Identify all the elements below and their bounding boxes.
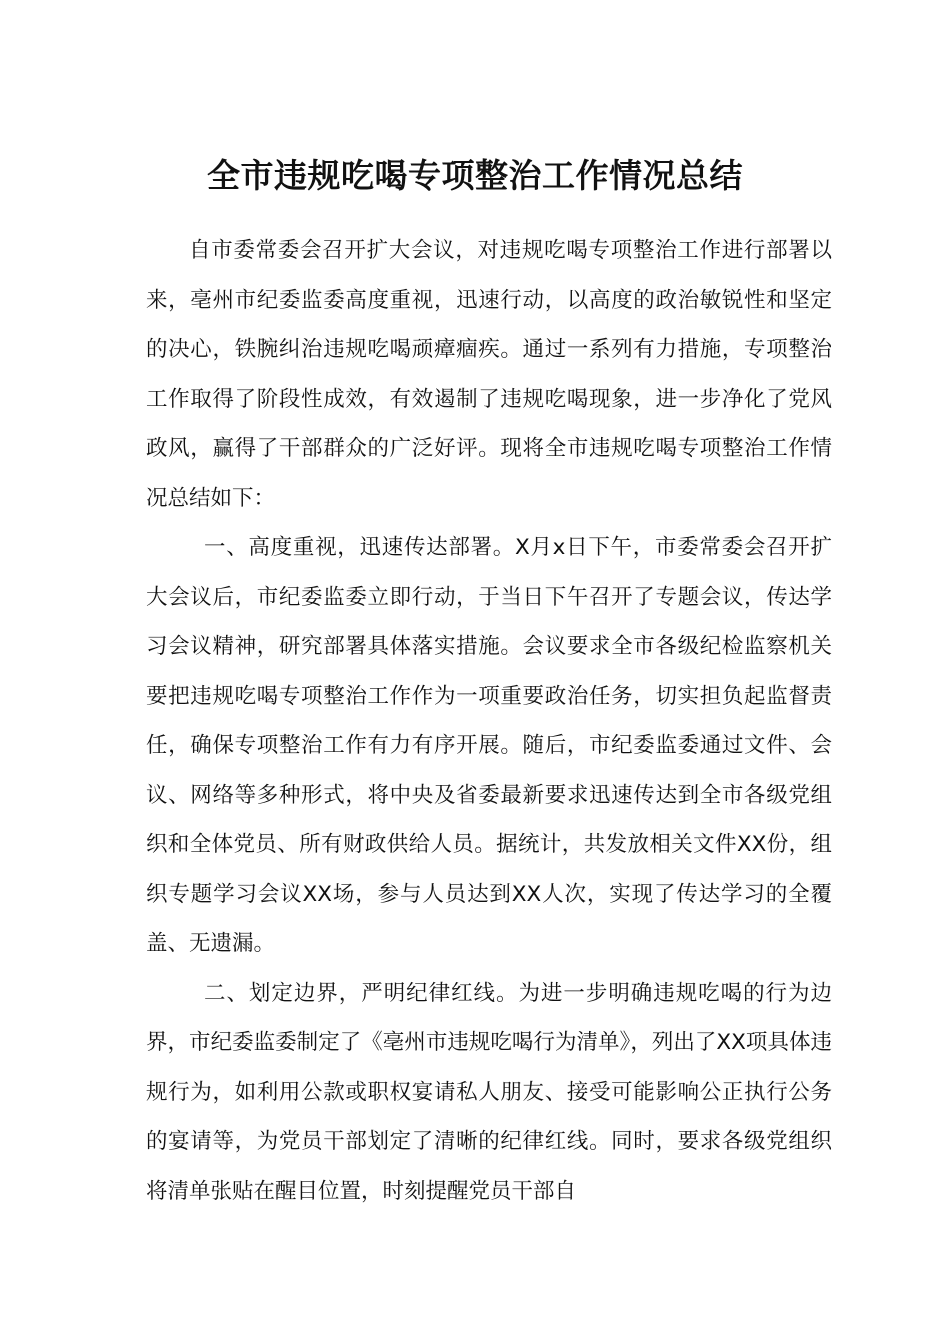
section-one-paragraph: 一、高度重视，迅速传达部署。X月x日下午，市委常委会召开扩大会议后，市纪委监委立即行动，于当日下午召开了专题会议，传达学习会议精神，研究部署具体落实措施。会议要求全市各级纪检监察机关要把违规吃喝专项整治工作作为一项重要政治任务，切实担负起监督责任，确保专项整治工作有力有序开展。随后，市纪委监委通过文件、会议、网络等多种形式，将中央及省委最新要求迅速传达到全市各级党组织和全体党员、所有财政供给人员。据统计，共发放相关文件XX份，组织专题学习会议XX场，参与人员达到XX人次，实现了传达学习的全覆盖、无遗漏。 xyxy=(146,535,832,956)
document-title: 全市违规吃喝专项整治工作情况总结 xyxy=(207,156,743,196)
section-two-paragraph: 二、划定边界，严明纪律红线。为进一步明确违规吃喝的行为边界，市纪委监委制定了《亳州市违规吃喝行为清单》，列出了XX项具体违规行为，如利用公款或职权宴请私人朋友、接受可能影响公正执行公务的宴请等，为党员干部划定了清晰的纪律红线。同时，要求各级党组织将清单张贴在醒目位置，时刻提醒党员干部自 xyxy=(146,980,832,1204)
intro-paragraph: 自市委常委会召开扩大会议，对违规吃喝专项整治工作进行部署以来，亳州市纪委监委高度重视，迅速行动，以高度的政治敏锐性和坚定的决心，铁腕纠治违规吃喝顽瘴痼疾。通过一系列有力措施，专项整治工作取得了阶段性成效，有效遏制了违规吃喝现象，进一步净化了党风政风，赢得了干部群众的广泛好评。现将全市违规吃喝专项整治工作情况总结如下： xyxy=(146,238,832,511)
document-body xyxy=(146,226,832,1216)
